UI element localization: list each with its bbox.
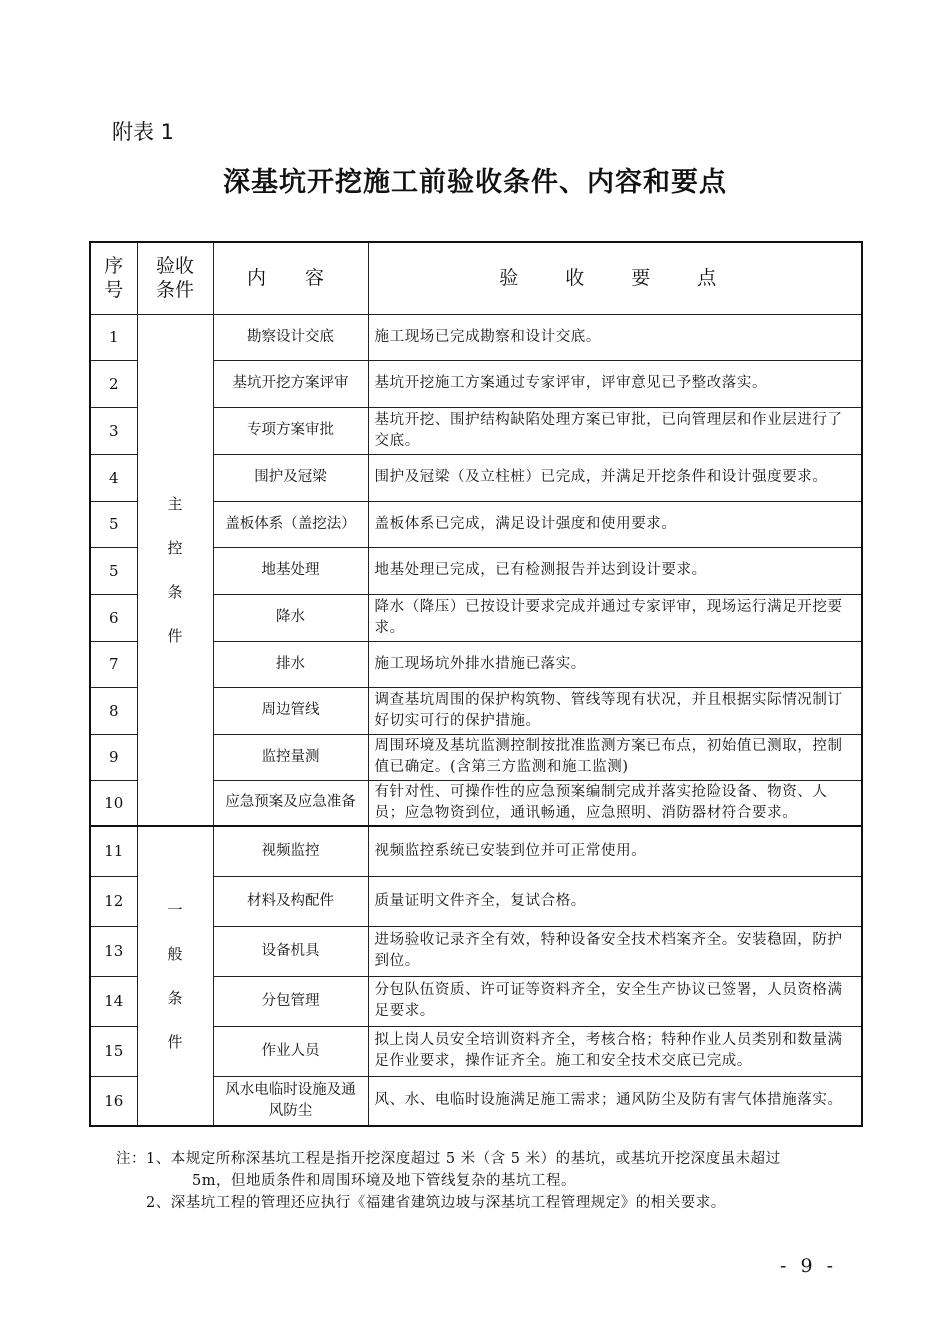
key-points: 质量证明文件齐全，复试合格。 xyxy=(368,876,862,926)
row-number: 7 xyxy=(90,641,137,687)
row-number: 14 xyxy=(90,976,137,1026)
condition-group-label: 主 控 条 件 xyxy=(137,314,213,826)
key-points: 调查基坑周围的保护构筑物、管线等现有状况，并且根据实际情况制订好切实可行的保护措施。 xyxy=(368,687,862,734)
row-number: 8 xyxy=(90,687,137,734)
item-content: 地基处理 xyxy=(213,547,368,594)
page-title: 深基坑开挖施工前验收条件、内容和要点 xyxy=(223,167,727,198)
item-content: 排水 xyxy=(213,641,368,687)
row-number: 16 xyxy=(90,1076,137,1126)
key-points: 有针对性、可操作性的应急预案编制完成并落实抢险设备、物资、人员；应急物资到位，通讯畅通，应急照明、消防器材符合要求。 xyxy=(368,780,862,826)
item-content: 材料及构配件 xyxy=(213,876,368,926)
row-number: 1 xyxy=(90,314,137,360)
key-points: 分包队伍资质、许可证等资料齐全，安全生产协议已签署，人员资格满足要求。 xyxy=(368,976,862,1026)
item-content: 监控量测 xyxy=(213,734,368,780)
item-content: 勘察设计交底 xyxy=(213,314,368,360)
row-number: 13 xyxy=(90,926,137,976)
row-number: 11 xyxy=(90,826,137,876)
key-points: 拟上岗人员安全培训资料齐全，考核合格；特种作业人员类别和数量满足作业要求，操作证齐全。施工和安全技术交底已完成。 xyxy=(368,1026,862,1076)
key-points: 地基处理已完成，已有检测报告并达到设计要求。 xyxy=(368,547,862,594)
item-content: 降水 xyxy=(213,594,368,641)
acceptance-table xyxy=(89,241,863,1127)
row-number: 10 xyxy=(90,780,137,826)
item-content: 分包管理 xyxy=(213,976,368,1026)
key-points: 风、水、电临时设施满足施工需求；通风防尘及防有害气体措施落实。 xyxy=(368,1076,862,1126)
item-content: 应急预案及应急准备 xyxy=(213,780,368,826)
row-number: 2 xyxy=(90,360,137,407)
row-number: 9 xyxy=(90,734,137,780)
item-content: 风水电临时设施及通风防尘 xyxy=(213,1076,368,1126)
table-row xyxy=(90,314,862,360)
note-2: 2、深基坑工程的管理还应执行《福建省建筑边坡与深基坑工程管理规定》的相关要求。 xyxy=(146,1195,726,1211)
key-points: 周围环境及基坑监测控制按批准监测方案已布点，初始值已测取，控制值已确定。(含第三方监测和施工监测) xyxy=(368,734,862,780)
note-1b: 5m，但地质条件和周围环境及地下管线复杂的基坑工程。 xyxy=(192,1173,576,1189)
note-1a: 注：1、本规定所称深基坑工程是指开挖深度超过 5 米（含 5 米）的基坑，或基坑开挖深度虽未超过 xyxy=(116,1151,781,1167)
item-content: 周边管线 xyxy=(213,687,368,734)
key-points: 围护及冠梁（及立柱桩）已完成，并满足开挖条件和设计强度要求。 xyxy=(368,454,862,501)
item-content: 围护及冠梁 xyxy=(213,454,368,501)
item-content: 视频监控 xyxy=(213,826,368,876)
key-points: 视频监控系统已安装到位并可正常使用。 xyxy=(368,826,862,876)
row-number: 5 xyxy=(90,547,137,594)
header-no: 序 号 xyxy=(90,242,137,314)
header-condition: 验收 条件 xyxy=(137,242,213,314)
item-content: 基坑开挖方案评审 xyxy=(213,360,368,407)
row-number: 15 xyxy=(90,1026,137,1076)
key-points: 施工现场坑外排水措施已落实。 xyxy=(368,641,862,687)
key-points: 基坑开挖、围护结构缺陷处理方案已审批，已向管理层和作业层进行了交底。 xyxy=(368,407,862,454)
row-number: 5 xyxy=(90,501,137,547)
page-number: - 9 - xyxy=(780,1255,838,1277)
notes xyxy=(116,1148,856,1214)
header-key-points: 验 收 要 点 xyxy=(368,242,862,314)
item-content: 盖板体系（盖挖法） xyxy=(213,501,368,547)
item-content: 专项方案审批 xyxy=(213,407,368,454)
table-header-row xyxy=(90,242,862,314)
row-number: 6 xyxy=(90,594,137,641)
key-points: 降水（降压）已按设计要求完成并通过专家评审，现场运行满足开挖要求。 xyxy=(368,594,862,641)
row-number: 12 xyxy=(90,876,137,926)
item-content: 作业人员 xyxy=(213,1026,368,1076)
condition-group-label: 一 般 条 件 xyxy=(137,826,213,1126)
key-points: 盖板体系已完成，满足设计强度和使用要求。 xyxy=(368,501,862,547)
key-points: 基坑开挖施工方案通过专家评审，评审意见已予整改落实。 xyxy=(368,360,862,407)
row-number: 4 xyxy=(90,454,137,501)
key-points: 进场验收记录齐全有效，特种设备安全技术档案齐全。安装稳固，防护到位。 xyxy=(368,926,862,976)
table-row xyxy=(90,826,862,876)
header-content: 内 容 xyxy=(213,242,368,314)
appendix-label: 附表 1 xyxy=(112,120,175,144)
row-number: 3 xyxy=(90,407,137,454)
key-points: 施工现场已完成勘察和设计交底。 xyxy=(368,314,862,360)
item-content: 设备机具 xyxy=(213,926,368,976)
